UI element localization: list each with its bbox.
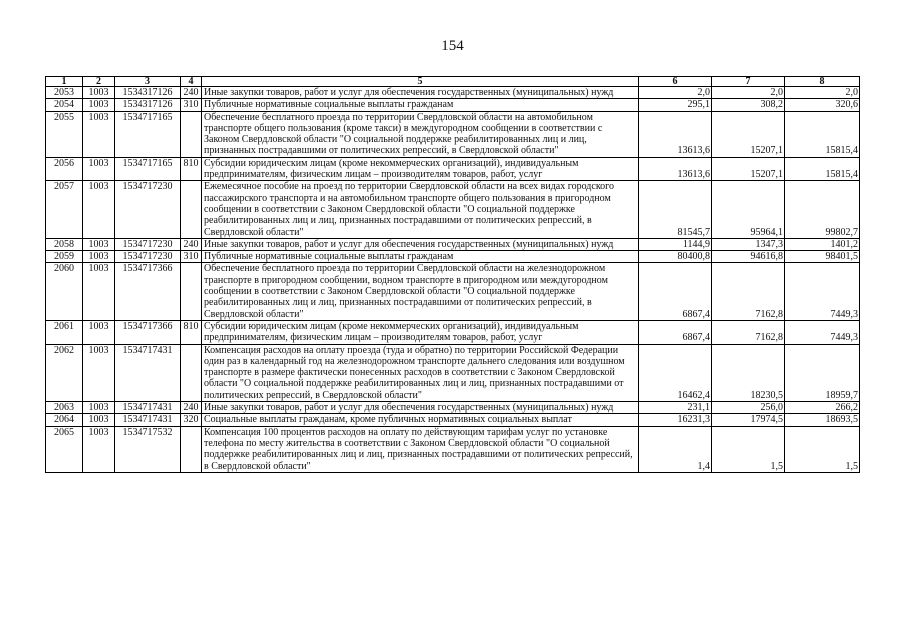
amount-col6-cell: 6867,4 [639, 320, 712, 344]
expense-type-cell: 810 [181, 157, 202, 181]
table-row [46, 263, 860, 320]
expense-type-cell [181, 181, 202, 238]
amount-col8-cell: 15815,4 [785, 157, 860, 181]
expense-type-cell: 240 [181, 87, 202, 99]
column-number-4: 4 [181, 77, 202, 87]
amount-col7-cell: 17974,5 [712, 414, 785, 426]
amount-col8-cell: 1401,2 [785, 238, 860, 250]
amount-col6-cell: 80400,8 [639, 251, 712, 263]
target-article-cell: 1534717230 [115, 238, 181, 250]
table-row [46, 426, 860, 472]
section-code-cell: 1003 [83, 111, 115, 157]
section-code-cell: 1003 [83, 99, 115, 111]
amount-col6-cell: 2,0 [639, 87, 712, 99]
amount-col6-cell: 1,4 [639, 426, 712, 472]
column-number-8: 8 [785, 77, 860, 87]
description-cell: Компенсация 100 процентов расходов на оплату по действующим тарифам услуг по установке телефона по месту жительства в соответствии с Законом Свердловской области "О социальной поддержке реабилитированных лиц и лиц, признанных пострадавшими от политических репрессий, в Свердловской области" [202, 426, 639, 472]
amount-col8-cell: 266,2 [785, 402, 860, 414]
amount-col6-cell: 6867,4 [639, 263, 712, 320]
table-row [46, 402, 860, 414]
target-article-cell: 1534717165 [115, 111, 181, 157]
amount-col7-cell: 94616,8 [712, 251, 785, 263]
column-number-1: 1 [46, 77, 83, 87]
amount-col7-cell: 18230,5 [712, 344, 785, 401]
amount-col6-cell: 16462,4 [639, 344, 712, 401]
amount-col6-cell: 13613,6 [639, 157, 712, 181]
amount-col8-cell: 99802,7 [785, 181, 860, 238]
description-cell: Социальные выплаты гражданам, кроме публичных нормативных социальных выплат [202, 414, 639, 426]
expense-type-cell [181, 263, 202, 320]
description-cell: Иные закупки товаров, работ и услуг для обеспечения государственных (муниципальных) нужд [202, 402, 639, 414]
row-number-cell: 2060 [46, 263, 83, 320]
row-number-cell: 2062 [46, 344, 83, 401]
target-article-cell: 1534717366 [115, 320, 181, 344]
section-code-cell: 1003 [83, 320, 115, 344]
target-article-cell: 1534717165 [115, 157, 181, 181]
budget-table [45, 76, 860, 473]
description-cell: Иные закупки товаров, работ и услуг для обеспечения государственных (муниципальных) нужд [202, 87, 639, 99]
row-number-cell: 2064 [46, 414, 83, 426]
target-article-cell: 1534717431 [115, 344, 181, 401]
amount-col7-cell: 15207,1 [712, 157, 785, 181]
target-article-cell: 1534717230 [115, 251, 181, 263]
row-number-cell: 2056 [46, 157, 83, 181]
target-article-cell: 1534717230 [115, 181, 181, 238]
expense-type-cell: 310 [181, 99, 202, 111]
section-code-cell: 1003 [83, 414, 115, 426]
amount-col7-cell: 1347,3 [712, 238, 785, 250]
table-row [46, 181, 860, 238]
amount-col7-cell: 7162,8 [712, 263, 785, 320]
description-cell: Обеспечение бесплатного проезда по территории Свердловской области на автомобильном транспорте общего пользования (кроме такси) в междугородном сообщении в соответствии с Законом Свердловской области "О социальной поддержке реабилитированных лиц и лиц, признанных пострадавшими от политических репрессий, в Свердловской области" [202, 111, 639, 157]
row-number-cell: 2057 [46, 181, 83, 238]
expense-type-cell: 320 [181, 414, 202, 426]
table-row [46, 251, 860, 263]
row-number-cell: 2063 [46, 402, 83, 414]
row-number-cell: 2058 [46, 238, 83, 250]
row-number-cell: 2059 [46, 251, 83, 263]
section-code-cell: 1003 [83, 238, 115, 250]
amount-col8-cell: 320,6 [785, 99, 860, 111]
amount-col8-cell: 18959,7 [785, 344, 860, 401]
amount-col8-cell: 98401,5 [785, 251, 860, 263]
section-code-cell: 1003 [83, 344, 115, 401]
amount-col7-cell: 95964,1 [712, 181, 785, 238]
target-article-cell: 1534717532 [115, 426, 181, 472]
amount-col6-cell: 295,1 [639, 99, 712, 111]
expense-type-cell: 810 [181, 320, 202, 344]
table-row [46, 111, 860, 157]
table-row [46, 344, 860, 401]
description-cell: Субсидии юридическим лицам (кроме некоммерческих организаций), индивидуальным предпринимателям, физическим лицам – производителям товаров, работ, услуг [202, 320, 639, 344]
amount-col8-cell: 1,5 [785, 426, 860, 472]
amount-col8-cell: 15815,4 [785, 111, 860, 157]
expense-type-cell [181, 344, 202, 401]
row-number-cell: 2055 [46, 111, 83, 157]
expense-type-cell: 240 [181, 238, 202, 250]
column-number-3: 3 [115, 77, 181, 87]
target-article-cell: 1534717366 [115, 263, 181, 320]
target-article-cell: 1534317126 [115, 99, 181, 111]
table-row [46, 157, 860, 181]
table-row [46, 320, 860, 344]
amount-col6-cell: 16231,3 [639, 414, 712, 426]
target-article-cell: 1534317126 [115, 87, 181, 99]
section-code-cell: 1003 [83, 157, 115, 181]
amount-col8-cell: 7449,3 [785, 263, 860, 320]
table-row [46, 87, 860, 99]
row-number-cell: 2065 [46, 426, 83, 472]
description-cell: Субсидии юридическим лицам (кроме некоммерческих организаций), индивидуальным предпринимателям, физическим лицам – производителям товаров, работ, услуг [202, 157, 639, 181]
section-code-cell: 1003 [83, 87, 115, 99]
column-number-2: 2 [83, 77, 115, 87]
amount-col8-cell: 18693,5 [785, 414, 860, 426]
description-cell: Ежемесячное пособие на проезд по территории Свердловской области на всех видах городского пассажирского транспорта и на автомобильном транспорте общего пользования в пригородном сообщении в соответствии с Законом Свердловской области "О социальной поддержке реабилитированных лиц и лиц, признанных пострадавшими от политических репрессий, в Свердловской области" [202, 181, 639, 238]
expense-type-cell [181, 426, 202, 472]
amount-col7-cell: 15207,1 [712, 111, 785, 157]
section-code-cell: 1003 [83, 426, 115, 472]
amount-col6-cell: 1144,9 [639, 238, 712, 250]
expense-type-cell [181, 111, 202, 157]
amount-col7-cell: 2,0 [712, 87, 785, 99]
expense-type-cell: 240 [181, 402, 202, 414]
expense-type-cell: 310 [181, 251, 202, 263]
column-number-row [46, 77, 860, 87]
description-cell: Обеспечение бесплатного проезда по территории Свердловской области на железнодорожном транспорте в пригородном сообщении, водном транспорте в пригородном или междугородном сообщении в соответствии с Законом Свердловской области "О социальной поддержке реабилитированных лиц и лиц, признанных пострадавшими от политических репрессий, в Свердловской области" [202, 263, 639, 320]
description-cell: Публичные нормативные социальные выплаты гражданам [202, 251, 639, 263]
amount-col6-cell: 81545,7 [639, 181, 712, 238]
amount-col7-cell: 1,5 [712, 426, 785, 472]
description-cell: Публичные нормативные социальные выплаты гражданам [202, 99, 639, 111]
column-number-7: 7 [712, 77, 785, 87]
section-code-cell: 1003 [83, 263, 115, 320]
section-code-cell: 1003 [83, 251, 115, 263]
amount-col7-cell: 308,2 [712, 99, 785, 111]
column-number-6: 6 [639, 77, 712, 87]
amount-col8-cell: 2,0 [785, 87, 860, 99]
table-row [46, 414, 860, 426]
row-number-cell: 2054 [46, 99, 83, 111]
description-cell: Компенсация расходов на оплату проезда (туда и обратно) по территории Российской Федерации один раз в календарный год на железнодорожном транспорте дальнего следования или воздушном транспорте в размере фактически понесенных расходов в соответствии с Законом Свердловской области "О социальной поддержке реабилитированных лиц и лиц, признанных пострадавшими от политических репрессий, в Свердловской области" [202, 344, 639, 401]
target-article-cell: 1534717431 [115, 402, 181, 414]
table-body [46, 87, 860, 473]
table-row [46, 238, 860, 250]
amount-col6-cell: 231,1 [639, 402, 712, 414]
target-article-cell: 1534717431 [115, 414, 181, 426]
section-code-cell: 1003 [83, 181, 115, 238]
amount-col8-cell: 7449,3 [785, 320, 860, 344]
amount-col7-cell: 7162,8 [712, 320, 785, 344]
description-cell: Иные закупки товаров, работ и услуг для обеспечения государственных (муниципальных) нужд [202, 238, 639, 250]
section-code-cell: 1003 [83, 402, 115, 414]
page-number: 154 [441, 38, 464, 54]
row-number-cell: 2053 [46, 87, 83, 99]
table-row [46, 99, 860, 111]
amount-col6-cell: 13613,6 [639, 111, 712, 157]
amount-col7-cell: 256,0 [712, 402, 785, 414]
column-number-5: 5 [202, 77, 639, 87]
row-number-cell: 2061 [46, 320, 83, 344]
